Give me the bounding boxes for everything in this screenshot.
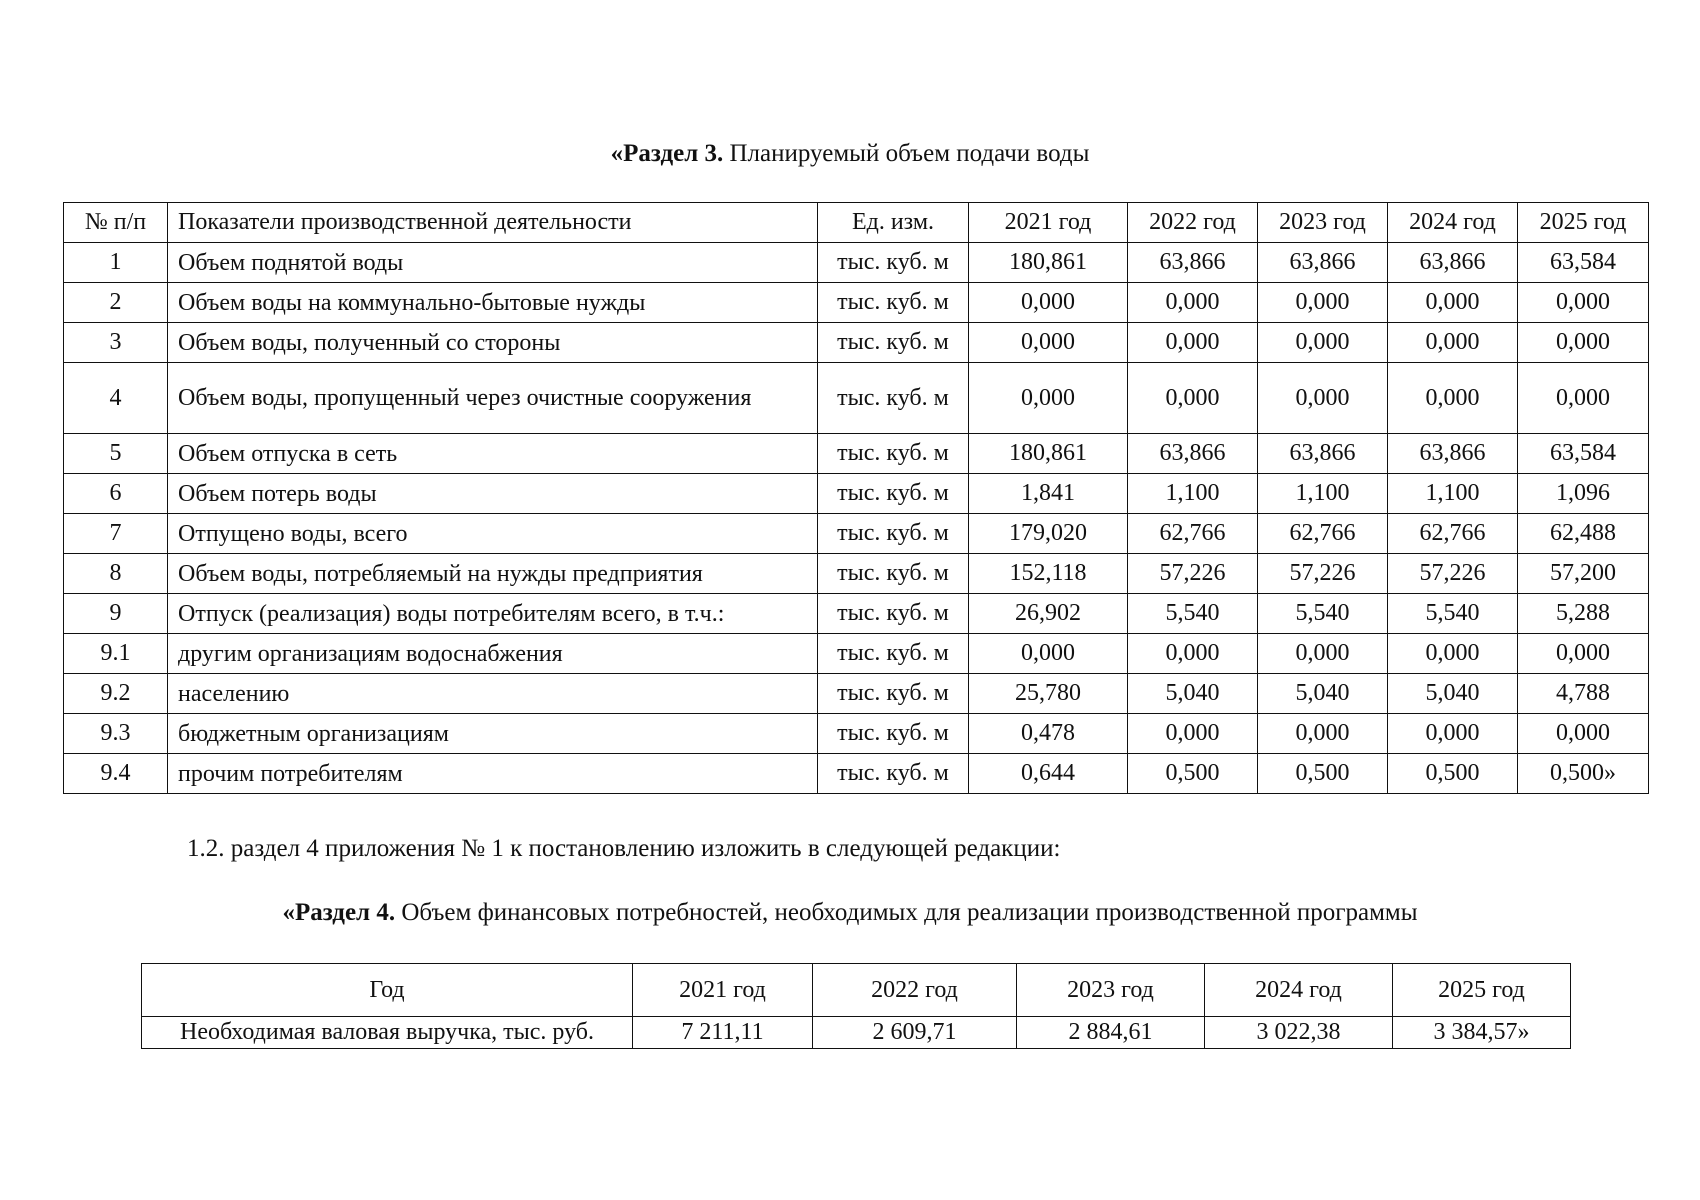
value-cell: 62,766 [1128,514,1258,554]
column-header-year: 2024 год [1388,203,1518,243]
value-cell: 1,100 [1258,474,1388,514]
value-cell: 57,226 [1258,554,1388,594]
value-cell: 0,000 [1388,363,1518,434]
row-number: 9.2 [64,674,168,714]
section-3-heading-text: Планируемый объем подачи воды [723,140,1090,167]
amendment-paragraph: 1.2. раздел 4 приложения № 1 к постановлению изложить в следующей редакции: [187,835,1061,862]
indicator-name: Объем поднятой воды [168,243,818,283]
value-cell: 4,788 [1518,674,1649,714]
unit-cell: тыс. куб. м [818,594,969,634]
row-number: 9.1 [64,634,168,674]
value-cell: 1,100 [1388,474,1518,514]
value-cell: 5,040 [1388,674,1518,714]
table-row [64,634,1649,674]
table-row [64,674,1649,714]
value-cell: 0,000 [1388,634,1518,674]
value-cell: 1,100 [1128,474,1258,514]
row-number: 3 [64,323,168,363]
column-header-year-label: Год [142,964,633,1017]
value-cell: 0,478 [969,714,1128,754]
value-cell: 63,866 [1388,434,1518,474]
section-4-heading-bold: «Раздел 4. [282,899,396,926]
value-cell: 2 609,71 [813,1017,1017,1049]
section-4-heading [0,898,1700,928]
row-number: 5 [64,434,168,474]
value-cell: 1,841 [969,474,1128,514]
indicator-name: Отпуск (реализация) воды потребителям всего, в т.ч.: [168,594,818,634]
indicator-name: Отпущено воды, всего [168,514,818,554]
table-row [64,363,1649,434]
value-cell: 5,288 [1518,594,1649,634]
water-supply-table [63,202,1649,794]
value-cell: 0,000 [1128,283,1258,323]
value-cell: 63,584 [1518,243,1649,283]
unit-cell: тыс. куб. м [818,283,969,323]
value-cell: 0,500 [1258,754,1388,794]
indicator-name: Объем воды на коммунально-бытовые нужды [168,283,818,323]
indicator-name: другим организациям водоснабжения [168,634,818,674]
column-header-year: 2025 год [1393,964,1571,1017]
row-number: 4 [64,363,168,434]
indicator-name: бюджетным организациям [168,714,818,754]
value-cell: 25,780 [969,674,1128,714]
value-cell: 63,866 [1388,243,1518,283]
section-4-heading-text: Объем финансовых потребностей, необходимых для реализации производственной программы [395,899,1418,926]
value-cell: 5,540 [1388,594,1518,634]
unit-cell: тыс. куб. м [818,514,969,554]
row-number: 9.4 [64,754,168,794]
indicator-name: Объем воды, пропущенный через очистные сооружения [168,363,818,434]
unit-cell: тыс. куб. м [818,323,969,363]
value-cell: 0,000 [1128,714,1258,754]
value-cell: 62,766 [1388,514,1518,554]
value-cell: 26,902 [969,594,1128,634]
unit-cell: тыс. куб. м [818,363,969,434]
indicator-name: прочим потребителям [168,754,818,794]
value-cell: 0,000 [1388,323,1518,363]
table-row [64,474,1649,514]
value-cell: 0,500» [1518,754,1649,794]
value-cell: 0,644 [969,754,1128,794]
value-cell: 7 211,11 [633,1017,813,1049]
value-cell: 5,040 [1128,674,1258,714]
table-row [64,514,1649,554]
value-cell: 0,000 [1258,283,1388,323]
indicator-name: Объем воды, потребляемый на нужды предприятия [168,554,818,594]
column-header-unit: Ед. изм. [818,203,969,243]
value-cell: 5,040 [1258,674,1388,714]
value-cell: 57,226 [1388,554,1518,594]
table-header-row [64,203,1649,243]
value-cell: 57,200 [1518,554,1649,594]
value-cell: 0,000 [1518,283,1649,323]
value-cell: 3 384,57» [1393,1017,1571,1049]
value-cell: 0,000 [1258,323,1388,363]
value-cell: 0,000 [969,363,1128,434]
value-cell: 0,000 [969,283,1128,323]
column-header-year: 2024 год [1205,964,1393,1017]
table-row [64,714,1649,754]
value-cell: 0,000 [1518,634,1649,674]
row-number: 6 [64,474,168,514]
row-number: 9 [64,594,168,634]
value-cell: 0,500 [1388,754,1518,794]
unit-cell: тыс. куб. м [818,634,969,674]
table-row [64,434,1649,474]
value-cell: 0,000 [1258,363,1388,434]
value-cell: 0,000 [1518,363,1649,434]
table-row [64,554,1649,594]
value-cell: 62,488 [1518,514,1649,554]
column-header-year: 2021 год [633,964,813,1017]
table-row [64,243,1649,283]
unit-cell: тыс. куб. м [818,554,969,594]
row-label: Необходимая валовая выручка, тыс. руб. [142,1017,633,1049]
value-cell: 63,584 [1518,434,1649,474]
value-cell: 57,226 [1128,554,1258,594]
value-cell: 63,866 [1258,434,1388,474]
indicator-name: населению [168,674,818,714]
value-cell: 0,000 [1128,323,1258,363]
column-header-year: 2023 год [1258,203,1388,243]
value-cell: 63,866 [1258,243,1388,283]
column-header-year: 2022 год [813,964,1017,1017]
section-3-heading [0,139,1700,169]
value-cell: 3 022,38 [1205,1017,1393,1049]
value-cell: 152,118 [969,554,1128,594]
value-cell: 0,000 [1258,714,1388,754]
value-cell: 0,000 [1128,363,1258,434]
unit-cell: тыс. куб. м [818,434,969,474]
value-cell: 63,866 [1128,434,1258,474]
table-row [142,1017,1571,1049]
row-number: 7 [64,514,168,554]
column-header-indicator: Показатели производственной деятельности [168,203,818,243]
column-header-year: 2025 год [1518,203,1649,243]
value-cell: 180,861 [969,434,1128,474]
indicator-name: Объем потерь воды [168,474,818,514]
table-row [64,323,1649,363]
row-number: 9.3 [64,714,168,754]
table-row [64,594,1649,634]
column-header-num: № п/п [64,203,168,243]
column-header-year: 2021 год [969,203,1128,243]
unit-cell: тыс. куб. м [818,674,969,714]
value-cell: 0,000 [969,634,1128,674]
table-row [64,283,1649,323]
value-cell: 0,000 [1258,634,1388,674]
section-3-heading-bold: «Раздел 3. [610,140,724,167]
value-cell: 0,000 [1518,714,1649,754]
unit-cell: тыс. куб. м [818,754,969,794]
row-number: 8 [64,554,168,594]
value-cell: 2 884,61 [1017,1017,1205,1049]
value-cell: 180,861 [969,243,1128,283]
value-cell: 179,020 [969,514,1128,554]
value-cell: 63,866 [1128,243,1258,283]
value-cell: 62,766 [1258,514,1388,554]
unit-cell: тыс. куб. м [818,474,969,514]
table-header-row [142,964,1571,1017]
indicator-name: Объем отпуска в сеть [168,434,818,474]
indicator-name: Объем воды, полученный со стороны [168,323,818,363]
value-cell: 0,500 [1128,754,1258,794]
value-cell: 5,540 [1258,594,1388,634]
value-cell: 1,096 [1518,474,1649,514]
unit-cell: тыс. куб. м [818,714,969,754]
value-cell: 0,000 [969,323,1128,363]
column-header-year: 2022 год [1128,203,1258,243]
column-header-year: 2023 год [1017,964,1205,1017]
value-cell: 0,000 [1518,323,1649,363]
unit-cell: тыс. куб. м [818,243,969,283]
financial-needs-table [141,963,1571,1049]
value-cell: 0,000 [1388,714,1518,754]
table-row [64,754,1649,794]
value-cell: 0,000 [1388,283,1518,323]
row-number: 2 [64,283,168,323]
value-cell: 0,000 [1128,634,1258,674]
value-cell: 5,540 [1128,594,1258,634]
row-number: 1 [64,243,168,283]
